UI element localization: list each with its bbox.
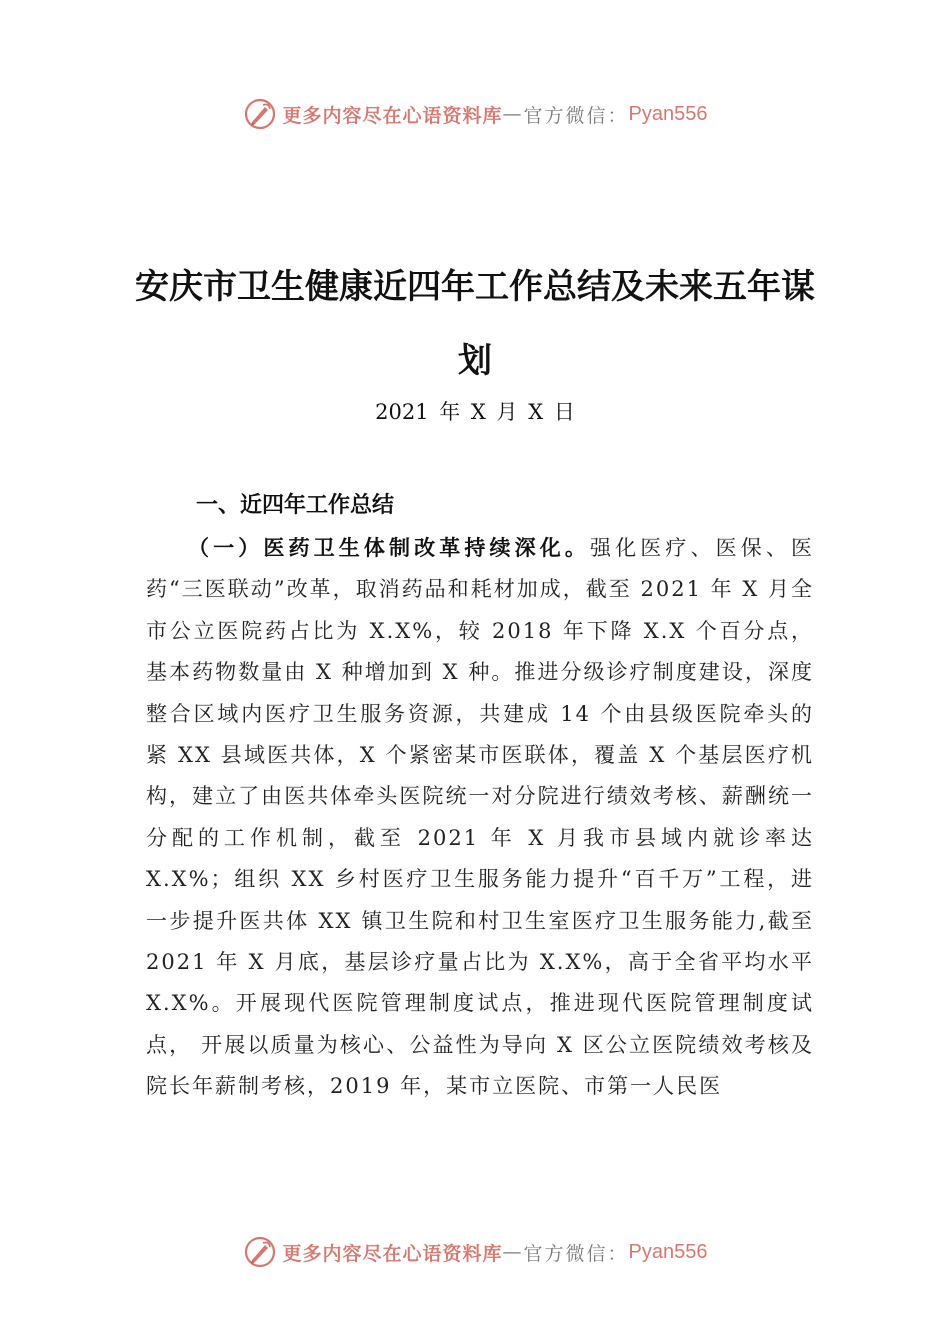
banner-brand-text: 更多内容尽在心语资料库 xyxy=(282,104,503,127)
pen-logo-icon xyxy=(243,1235,277,1269)
banner-brand-text: 更多内容尽在心语资料库 xyxy=(282,1242,503,1265)
banner-separator: — xyxy=(502,103,524,125)
banner-wechat-id: Pyan556 xyxy=(628,102,708,125)
paragraph-body: 强化医疗、医保、医药“三医联动”改革，取消药品和耗材加成，截至 2021 年 X 月全市公立医院药占比为 X.X%，较 2018 年下降 X.X 个百分点，基本药物数量由 X 种增加到 X 种。推进分级诊疗制度建设，深度整合区域内医疗卫生服务资源，共建成 14 个由县级医院牵头的紧 XX 县域医共体，X 个紧密某市医联体，覆盖 X 个基层医疗机构，建立了由医共体牵头医院统一对分院进行绩效考核、薪酬统一分配的工作机制，截至 2021 年 X 月我市县域内就诊率达 X.X%；组织 XX 乡村医疗卫生服务能力提升“百千万”工程，进一步提升医共体 XX 镇卫生院和村卫生室医疗卫生服务能力,截至 2021 年 X 月底，基层诊疗量占比为 X.X%，高于全省平均水平 X.X%。开展现代医院管理制度试点，推进现代医院管理制度试点， 开展以质量为核心、公益性为导向 X 区公立医院绩效考核及院长年薪制考核，2019 年，某市立医院、市第一人民医 xyxy=(146,536,814,1099)
document-title: 安庆市卫生健康近四年工作总结及未来五年谋划 xyxy=(135,267,815,381)
banner-separator: — xyxy=(502,1241,524,1263)
document-date: 2021 年 X 月 X 日 xyxy=(375,400,575,424)
section-heading: 一、近四年工作总结 xyxy=(196,493,395,518)
paragraph-lead: （一）医药卫生体制改革持续深化。 xyxy=(188,536,590,560)
pen-logo-icon xyxy=(243,97,277,131)
body-paragraph xyxy=(146,528,814,1108)
header-banner xyxy=(0,94,950,134)
banner-official-label: 官方微信： xyxy=(523,1242,629,1265)
banner-official-label: 官方微信： xyxy=(523,104,629,127)
banner-wechat-id: Pyan556 xyxy=(628,1240,708,1263)
footer-banner xyxy=(0,1232,950,1272)
